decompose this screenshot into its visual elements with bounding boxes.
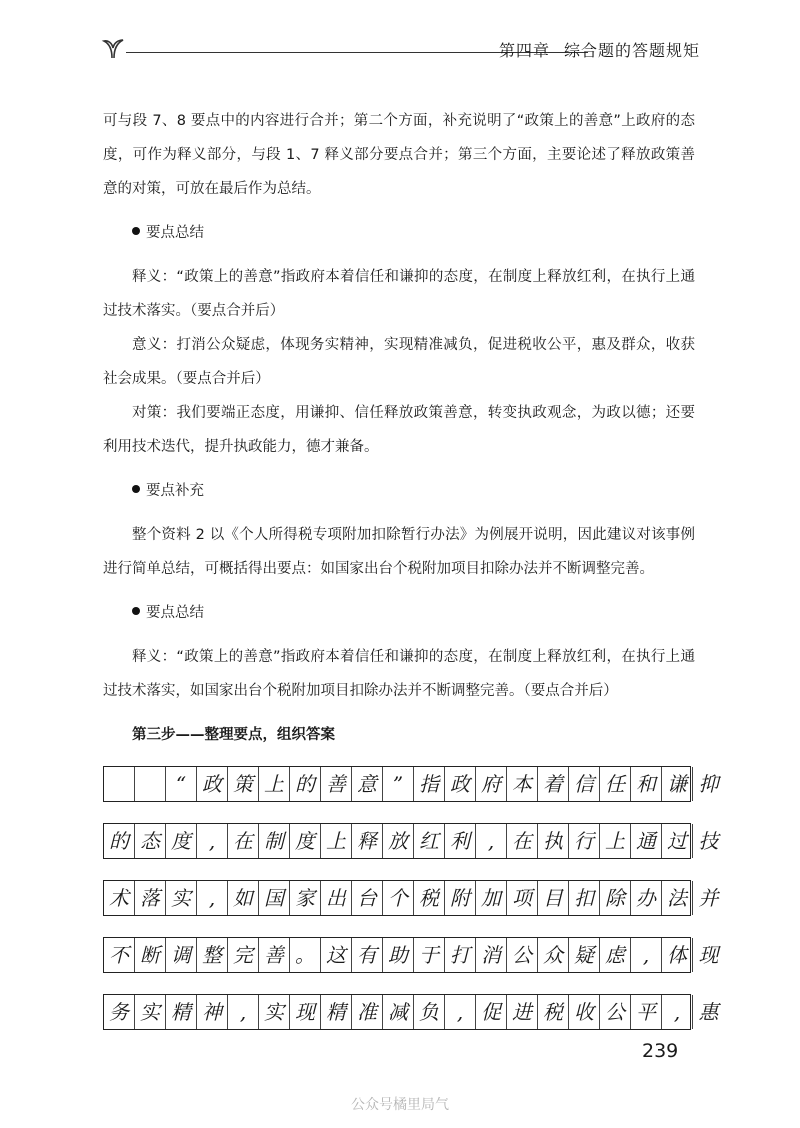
- grid-cell: 项: [507, 881, 538, 915]
- grid-cell: 府: [476, 767, 507, 801]
- grid-cell: 落: [135, 881, 166, 915]
- grid-cell: 断: [135, 938, 166, 972]
- grid-cell: 通: [631, 824, 662, 858]
- grid-cell: 在: [228, 824, 259, 858]
- grid-cell: 实: [259, 995, 290, 1029]
- grid-cell: 善: [259, 938, 290, 972]
- grid-cell: 政: [197, 767, 228, 801]
- grid-cell: 善: [321, 767, 352, 801]
- grid-cell: 除: [600, 881, 631, 915]
- grid-cell: 精: [166, 995, 197, 1029]
- grid-row: [103, 880, 719, 916]
- grid-cell: 上: [600, 824, 631, 858]
- grid-cell: 个: [383, 881, 414, 915]
- paragraph: 释义：“政策上的善意”指政府本着信任和谦抑的态度，在制度上释放红利，在执行上通过技术落实，如国家出台个税附加项目扣除办法并不断调整完善。（要点合并后）: [103, 649, 695, 699]
- sprout-icon: [98, 32, 128, 62]
- body-text: [103, 104, 695, 752]
- page-header: [98, 30, 700, 70]
- grid-cell: 国: [259, 881, 290, 915]
- grid-cell: 本: [507, 767, 538, 801]
- bullet-dot-icon: [132, 227, 140, 235]
- grid-cell: 态: [135, 824, 166, 858]
- grid-cell: 策: [228, 767, 259, 801]
- grid-cell: 谦: [662, 767, 693, 801]
- grid-row: [103, 994, 719, 1030]
- grid-cell: 并: [698, 886, 719, 910]
- grid-cell: 信: [569, 767, 600, 801]
- grid-cell: 公: [507, 938, 538, 972]
- grid-cell: 任: [600, 767, 631, 801]
- section-heading: 要点总结: [103, 596, 695, 630]
- chapter-title: 综合题的答题规矩: [563, 41, 700, 60]
- grid-cell: 技: [698, 829, 719, 853]
- grid-cell: 进: [507, 995, 538, 1029]
- grid-cell: 促: [476, 995, 507, 1029]
- page-number: 239: [642, 1040, 679, 1062]
- grid-cell: 目: [538, 881, 569, 915]
- grid-cell: 众: [538, 938, 569, 972]
- grid-cell: ,: [445, 995, 476, 1029]
- grid-cell: 和: [631, 767, 662, 801]
- grid-cell: 过: [662, 824, 693, 858]
- grid-cell: 法: [662, 881, 693, 915]
- grid-cell: ,: [476, 824, 507, 858]
- paragraph: 意义：打消公众疑虑，体现务实精神，实现精准减负，促进税收公平，惠及群众，收获社会成果。（要点合并后）: [103, 337, 695, 387]
- answer-grid: [103, 766, 719, 1051]
- grid-cell: 务: [104, 995, 135, 1029]
- grid-cell: 税: [414, 881, 445, 915]
- grid-cell: 收: [569, 995, 600, 1029]
- paragraph: 对策：我们要端正态度，用谦抑、信任释放政策善意，转变执政观念，为政以德；还要利用技术迭代，提升执政能力，德才兼备。: [103, 405, 695, 455]
- grid-cell: 制: [259, 824, 290, 858]
- grid-cell: 虑: [600, 938, 631, 972]
- grid-cell: 现: [290, 995, 321, 1029]
- chapter-number: 第四章: [498, 41, 550, 60]
- header-text: [499, 38, 700, 61]
- section-heading: 要点补充: [103, 474, 695, 508]
- grid-cell: 加: [476, 881, 507, 915]
- grid-cell: 利: [445, 824, 476, 858]
- grid-cell: 度: [290, 824, 321, 858]
- grid-cell: “: [166, 767, 197, 801]
- grid-cell: [135, 767, 166, 801]
- grid-cell: ,: [662, 995, 693, 1029]
- grid-cell: 度: [166, 824, 197, 858]
- grid-cell: 扣: [569, 881, 600, 915]
- grid-cell: 的: [290, 767, 321, 801]
- grid-cell: 附: [445, 881, 476, 915]
- grid-cell: 抑: [698, 772, 719, 796]
- grid-cell: 执: [538, 824, 569, 858]
- grid-cell: 。: [290, 938, 321, 972]
- grid-cell: ”: [383, 767, 414, 801]
- grid-cell: 家: [290, 881, 321, 915]
- paragraph: 可与段 7、8 要点中的内容进行合并；第二个方面，补充说明了“政策上的善意”上政府的态度，可作为释义部分，与段 1、7 释义部分要点合并；第三个方面，主要论述了释放政策善意的对策，可放在最后作为总结。: [103, 113, 695, 197]
- watermark: 公众号橘里局气: [351, 1097, 449, 1113]
- grid-cell: 消: [476, 938, 507, 972]
- grid-cell: 神: [197, 995, 228, 1029]
- grid-cell: 准: [352, 995, 383, 1029]
- grid-cell: 指: [414, 767, 445, 801]
- bullet-dot-icon: [132, 607, 140, 615]
- grid-cell: 如: [228, 881, 259, 915]
- grid-cell: 公: [600, 995, 631, 1029]
- grid-cell: 红: [414, 824, 445, 858]
- grid-cell: 现: [698, 943, 719, 967]
- grid-cell: 上: [321, 824, 352, 858]
- paragraph: 释义：“政策上的善意”指政府本着信任和谦抑的态度，在制度上释放红利，在执行上通过技术落实。（要点合并后）: [103, 269, 695, 319]
- grid-cell: 精: [321, 995, 352, 1029]
- grid-cell: 调: [166, 938, 197, 972]
- grid-cell: 办: [631, 881, 662, 915]
- grid-cell: 平: [631, 995, 662, 1029]
- grid-cell: 的: [104, 824, 135, 858]
- grid-cell: 着: [538, 767, 569, 801]
- grid-cell: 在: [507, 824, 538, 858]
- grid-cell: 这: [321, 938, 352, 972]
- grid-cell: 疑: [569, 938, 600, 972]
- grid-cell: 不: [104, 938, 135, 972]
- grid-cell: 意: [352, 767, 383, 801]
- grid-cell: 释: [352, 824, 383, 858]
- grid-row: [103, 766, 719, 802]
- grid-cell: 有: [352, 938, 383, 972]
- grid-cell: [104, 767, 135, 801]
- grid-cell: ,: [197, 824, 228, 858]
- step-heading: 第三步——整理要点，组织答案: [132, 727, 335, 743]
- grid-cell: 减: [383, 995, 414, 1029]
- grid-cell: 负: [414, 995, 445, 1029]
- paragraph: 整个资料 2 以《个人所得税专项附加扣除暂行办法》为例展开说明，因此建议对该事例进行简单总结，可概括得出要点：如国家出台个税附加项目扣除办法并不断调整完善。: [103, 527, 695, 577]
- grid-cell: 助: [383, 938, 414, 972]
- grid-cell: 术: [104, 881, 135, 915]
- grid-cell: 于: [414, 938, 445, 972]
- grid-cell: 行: [569, 824, 600, 858]
- grid-cell: 放: [383, 824, 414, 858]
- grid-cell: 台: [352, 881, 383, 915]
- grid-cell: ,: [197, 881, 228, 915]
- grid-row: [103, 823, 719, 859]
- grid-cell: 出: [321, 881, 352, 915]
- grid-cell: 实: [135, 995, 166, 1029]
- grid-cell: 政: [445, 767, 476, 801]
- bullet-dot-icon: [132, 485, 140, 493]
- grid-cell: 税: [538, 995, 569, 1029]
- grid-cell: 整: [197, 938, 228, 972]
- grid-cell: 上: [259, 767, 290, 801]
- grid-cell: 完: [228, 938, 259, 972]
- grid-cell: ,: [228, 995, 259, 1029]
- grid-cell: ,: [631, 938, 662, 972]
- grid-cell: 打: [445, 938, 476, 972]
- grid-cell: 体: [662, 938, 693, 972]
- section-heading: 要点总结: [103, 216, 695, 250]
- grid-cell: 惠: [698, 1000, 719, 1024]
- grid-row: [103, 937, 719, 973]
- grid-cell: 实: [166, 881, 197, 915]
